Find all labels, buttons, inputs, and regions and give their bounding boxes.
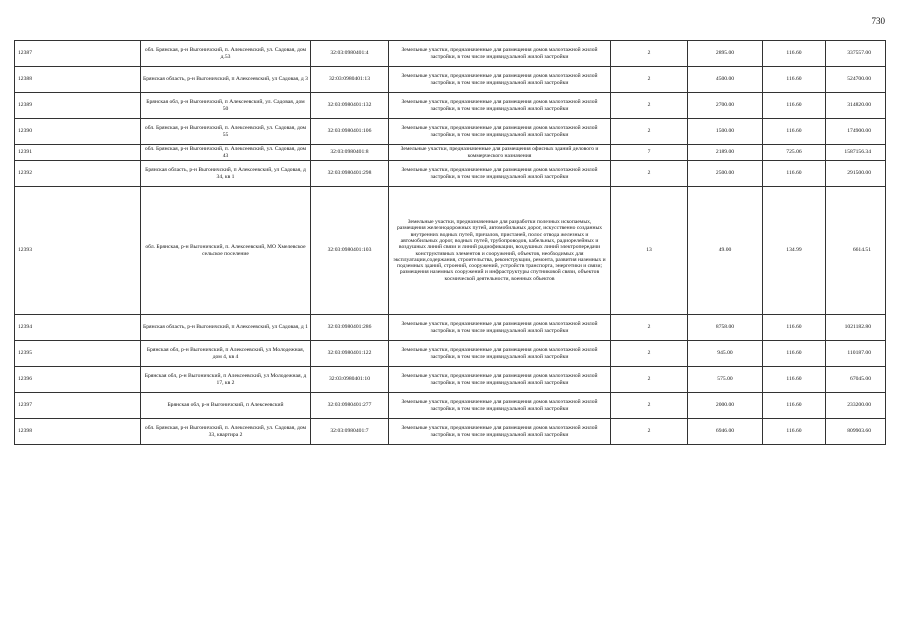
cadastral-number-cell: 32:03:0980401:122 — [311, 341, 389, 367]
address-cell: Брянская обл, р-н Выгоничский, п Алексеевский, ул Молодежная, д 17, кв 2 — [141, 367, 311, 393]
land-use-cell: Земельные участки, предназначенные для размещения домов малоэтажной жилой застройки, в том числе индивидуальной жилой застройки — [389, 119, 611, 145]
use-group-cell: 2 — [611, 341, 688, 367]
table-row — [15, 93, 886, 119]
cadastral-value-cell: 314820.00 — [826, 93, 886, 119]
address-cell: Брянская обл, р-н Выгоничский, п Алексеевский, ул. Садовая, дом 50 — [141, 93, 311, 119]
cadastral-number-cell: 32:03:0980401:10 — [311, 367, 389, 393]
area-cell: 575.00 — [688, 367, 763, 393]
cadastral-value-cell: 174900.00 — [826, 119, 886, 145]
cadastral-number-cell: 32:03:0980401:298 — [311, 161, 389, 187]
area-cell: 4500.00 — [688, 67, 763, 93]
cadastral-number-cell: 32:03:0980401:277 — [311, 393, 389, 419]
cadastral-value-cell: 337557.00 — [826, 41, 886, 67]
table-row — [15, 419, 886, 445]
area-cell: 2189.00 — [688, 145, 763, 161]
area-cell: 2895.00 — [688, 41, 763, 67]
land-use-cell: Земельные участки, предназначенные для размещения домов малоэтажной жилой застройки, в том числе индивидуальной жилой застройки — [389, 393, 611, 419]
land-use-cell: Земельные участки, предназначенные для размещения домов малоэтажной жилой застройки, в том числе индивидуальной жилой застройки — [389, 67, 611, 93]
area-cell: 2500.00 — [688, 161, 763, 187]
use-group-cell: 2 — [611, 67, 688, 93]
specific-value-cell: 134.99 — [763, 187, 826, 315]
row-number-cell: 12389 — [15, 93, 141, 119]
use-group-cell: 2 — [611, 161, 688, 187]
address-cell: Брянская область, р-н Выгоничский, п Алексеевский, ул Садовая, д 34, кв 1 — [141, 161, 311, 187]
specific-value-cell: 725.06 — [763, 145, 826, 161]
land-use-cell: Земельные участки, предназначенные для разработки полезных ископаемых, размещения железнодорожных путей, автомобильных дорог, искусственно созданных внутренних водных путей, причалов, пристаней, полос отвода железных и автомобильных дорог, водных путей, трубопроводов, кабельных, радиорелейных и воздушных линий связи и линий радиофикации, воздушных линий электропередачи конструктивных элементов и сооружений, объектов, необходимых для эксплуатации,содержания, строительства, реконструкции, ремонта, развития наземных и подземных зданий, строений, сооружений, устройств транспорта, энергетики и связи; размещения наземных сооружений и инфраструктуры спутниковой связи, объектов космической деятельности, военных объектов — [389, 187, 611, 315]
area-cell: 2700.00 — [688, 93, 763, 119]
address-cell: Брянская область, р-н Выгоничский, п Алексеевский, ул Садовая, д 1 — [141, 315, 311, 341]
use-group-cell: 7 — [611, 145, 688, 161]
specific-value-cell: 116.60 — [763, 419, 826, 445]
row-number-cell: 12398 — [15, 419, 141, 445]
land-use-cell: Земельные участки, предназначенные для размещения домов малоэтажной жилой застройки, в том числе индивидуальной жилой застройки — [389, 341, 611, 367]
table-row — [15, 367, 886, 393]
land-use-cell: Земельные участки, предназначенные для размещения домов малоэтажной жилой застройки, в том числе индивидуальной жилой застройки — [389, 419, 611, 445]
cadastral-value-cell: 1021182.80 — [826, 315, 886, 341]
cadastral-number-cell: 32:03:0980401:132 — [311, 93, 389, 119]
address-cell: Брянская область, р-н Выгоничский, п Алексеевский, ул Садовая, д 3 — [141, 67, 311, 93]
specific-value-cell: 116.60 — [763, 315, 826, 341]
specific-value-cell: 116.60 — [763, 161, 826, 187]
specific-value-cell: 116.60 — [763, 93, 826, 119]
cadastral-number-cell: 32:03:0980401:103 — [311, 187, 389, 315]
specific-value-cell: 116.60 — [763, 41, 826, 67]
table-row — [15, 315, 886, 341]
land-use-cell: Земельные участки, предназначенные для размещения домов малоэтажной жилой застройки, в том числе индивидуальной жилой застройки — [389, 367, 611, 393]
cadastral-number-cell: 32:03:0980401:13 — [311, 67, 389, 93]
address-cell: обл. Брянская, р-н Выгоничский, п. Алексеевский, ул. Садовая, дом 43 — [141, 145, 311, 161]
row-number-cell: 12394 — [15, 315, 141, 341]
use-group-cell: 2 — [611, 119, 688, 145]
cadastral-value-cell: 809903.60 — [826, 419, 886, 445]
row-number-cell: 12396 — [15, 367, 141, 393]
address-cell: обл. Брянская, р-н Выгоничский, п. Алексеевский, ул. Садовая, дом 33, квартира 2 — [141, 419, 311, 445]
land-use-cell: Земельные участки, предназначенные для размещения домов малоэтажной жилой застройки, в том числе индивидуальной жилой застройки — [389, 161, 611, 187]
cadastral-number-cell: 32:03:0980401:7 — [311, 419, 389, 445]
use-group-cell: 13 — [611, 187, 688, 315]
use-group-cell: 2 — [611, 315, 688, 341]
area-cell: 8758.00 — [688, 315, 763, 341]
specific-value-cell: 116.60 — [763, 119, 826, 145]
land-use-cell: Земельные участки, предназначенные для размещения офисных зданий делового и коммерческого назначения — [389, 145, 611, 161]
table-row — [15, 119, 886, 145]
area-cell: 6946.00 — [688, 419, 763, 445]
row-number-cell: 12397 — [15, 393, 141, 419]
cadastral-value-cell: 291500.00 — [826, 161, 886, 187]
address-cell: обл. Брянская, р-н Выгоничский, п. Алексеевский, ул. Садовая, дом 55 — [141, 119, 311, 145]
table-row — [15, 393, 886, 419]
row-number-cell: 12392 — [15, 161, 141, 187]
cadastral-value-cell: 233200.00 — [826, 393, 886, 419]
cadastral-number-cell: 32:03:0980401:8 — [311, 145, 389, 161]
cadastral-value-table — [14, 40, 886, 445]
land-use-cell: Земельные участки, предназначенные для размещения домов малоэтажной жилой застройки, в том числе индивидуальной жилой застройки — [389, 41, 611, 67]
row-number-cell: 12391 — [15, 145, 141, 161]
cadastral-value-cell: 110187.00 — [826, 341, 886, 367]
use-group-cell: 2 — [611, 393, 688, 419]
address-cell: Брянская обл, р-н Выгоничский, п Алексеевский — [141, 393, 311, 419]
cadastral-value-cell: 1587156.34 — [826, 145, 886, 161]
row-number-cell: 12388 — [15, 67, 141, 93]
table-row — [15, 41, 886, 67]
use-group-cell: 2 — [611, 93, 688, 119]
area-cell: 945.00 — [688, 341, 763, 367]
page-number: 730 — [871, 16, 885, 26]
table-row — [15, 161, 886, 187]
area-cell: 1500.00 — [688, 119, 763, 145]
cadastral-value-cell: 67045.00 — [826, 367, 886, 393]
specific-value-cell: 116.60 — [763, 341, 826, 367]
table-row — [15, 187, 886, 315]
specific-value-cell: 116.60 — [763, 393, 826, 419]
address-cell: обл. Брянская, р-н Выгоничский, п. Алексеевский, МО Хмелевское сельское поселение — [141, 187, 311, 315]
row-number-cell: 12387 — [15, 41, 141, 67]
land-use-cell: Земельные участки, предназначенные для размещения домов малоэтажной жилой застройки, в том числе индивидуальной жилой застройки — [389, 315, 611, 341]
row-number-cell: 12393 — [15, 187, 141, 315]
land-use-cell: Земельные участки, предназначенные для размещения домов малоэтажной жилой застройки, в том числе индивидуальной жилой застройки — [389, 93, 611, 119]
address-cell: Брянская обл, р-н Выгоничский, п Алексеевский, ул Молодежная, дом 4, кв 4 — [141, 341, 311, 367]
use-group-cell: 2 — [611, 367, 688, 393]
use-group-cell: 2 — [611, 41, 688, 67]
specific-value-cell: 116.60 — [763, 67, 826, 93]
cadastral-value-cell: 524700.00 — [826, 67, 886, 93]
table-row — [15, 145, 886, 161]
cadastral-number-cell: 32:03:0980401:286 — [311, 315, 389, 341]
cadastral-number-cell: 32:03:0980401:106 — [311, 119, 389, 145]
row-number-cell: 12390 — [15, 119, 141, 145]
area-cell: 2000.00 — [688, 393, 763, 419]
row-number-cell: 12395 — [15, 341, 141, 367]
table-row — [15, 67, 886, 93]
cadastral-value-cell: 6614.51 — [826, 187, 886, 315]
specific-value-cell: 116.60 — [763, 367, 826, 393]
use-group-cell: 2 — [611, 419, 688, 445]
table-row — [15, 341, 886, 367]
cadastral-number-cell: 32:03:0980401:4 — [311, 41, 389, 67]
address-cell: обл. Брянская, р-н Выгоничский, п. Алексеевский, ул. Садовая, дом д.53 — [141, 41, 311, 67]
area-cell: 49.00 — [688, 187, 763, 315]
